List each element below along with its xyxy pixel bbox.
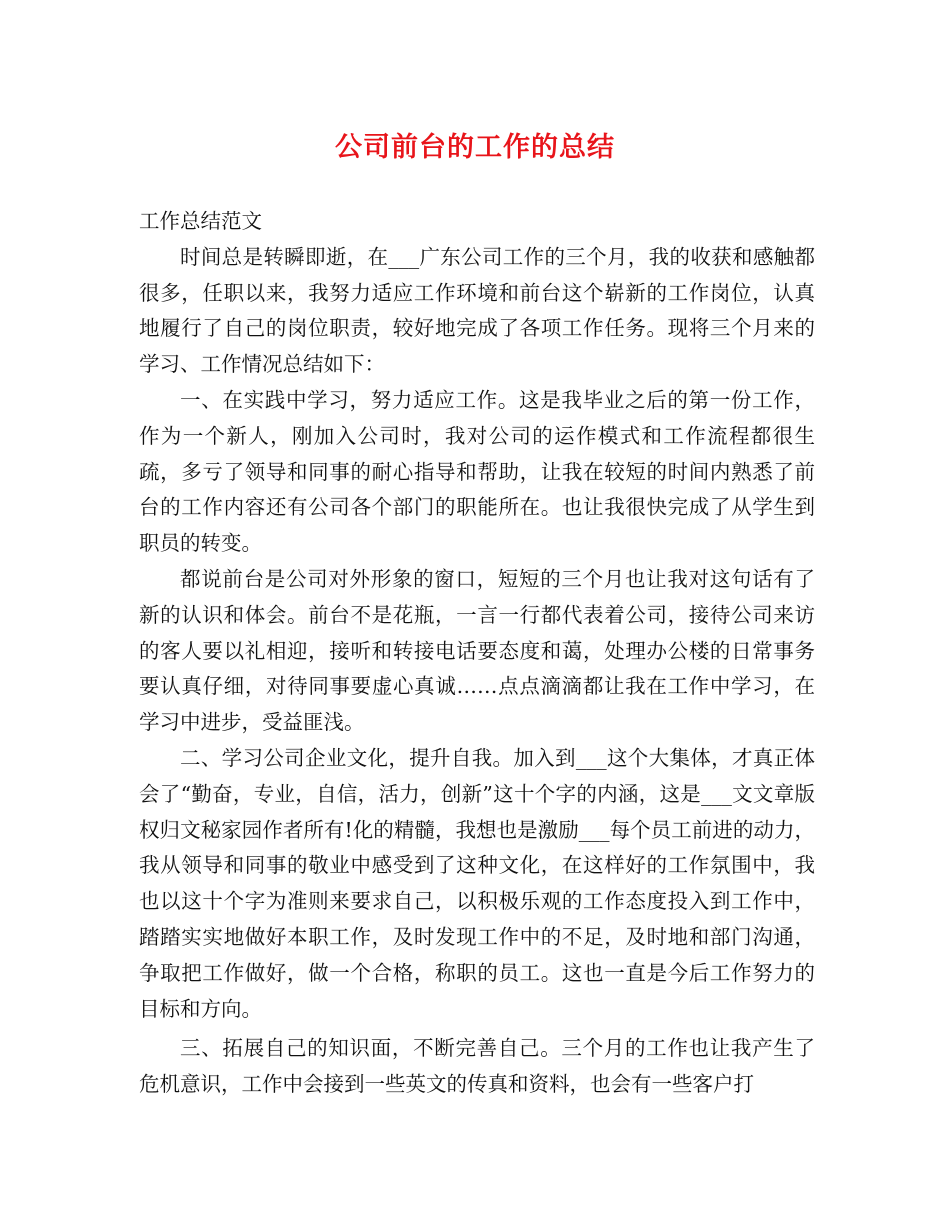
paragraph-section-two: 二、学习公司企业文化，提升自我。加入到___这个大集体，才真正体会了“勤奋，专业，自信，活力，创新”这十个字的内涵，这是___文文章版权归文秘家园作者所有!化的精髓，我想也是激励___每个员工前进的动力，我从领导和同事的敬业中感受到了这种文化，在这样好的工作氛围中，我也以这十个字为准则来要求自己，以积极乐观的工作态度投入到工作中，踏踏实实地做好本职工作，及时发现工作中的不足，及时地和部门沟通，争取把工作做好，做一个合格，称职的员工。这也一直是今后工作努力的目标和方向。 bbox=[139, 745, 815, 1021]
document-title: 公司前台的工作的总结 bbox=[335, 132, 615, 163]
paragraph-front-desk: 都说前台是公司对外形象的窗口，短短的三个月也让我对这句话有了新的认识和体会。前台不是花瓶，一言一行都代表着公司，接待公司来访的客人要以礼相迎，接听和转接电话要态度和蔼，处理办公楼的日常事务要认真仔细，对待同事要虚心真诚……点点滴滴都让我在工作中学习，在学习中进步，受益匪浅。 bbox=[139, 566, 815, 735]
document-subtitle: 工作总结范文 bbox=[139, 209, 262, 233]
paragraph-section-one: 一、在实践中学习，努力适应工作。这是我毕业之后的第一份工作，作为一个新人，刚加入公司时，我对公司的运作模式和工作流程都很生疏，多亏了领导和同事的耐心指导和帮助，让我在较短的时间内熟悉了前台的工作内容还有公司各个部门的职能所在。也让我很快完成了从学生到职员的转变。 bbox=[139, 387, 815, 556]
paragraph-section-three: 三、拓展自己的知识面，不断完善自己。三个月的工作也让我产生了危机意识，工作中会接到一些英文的传真和资料，也会有一些客户打 bbox=[139, 1036, 815, 1097]
paragraph-intro: 时间总是转瞬即逝，在___广东公司工作的三个月，我的收获和感触都很多，任职以来，我努力适应工作环境和前台这个崭新的工作岗位，认真地履行了自己的岗位职责，较好地完成了各项工作任务。现将三个月来的学习、工作情况总结如下： bbox=[139, 244, 815, 377]
document-body bbox=[139, 204, 815, 1103]
